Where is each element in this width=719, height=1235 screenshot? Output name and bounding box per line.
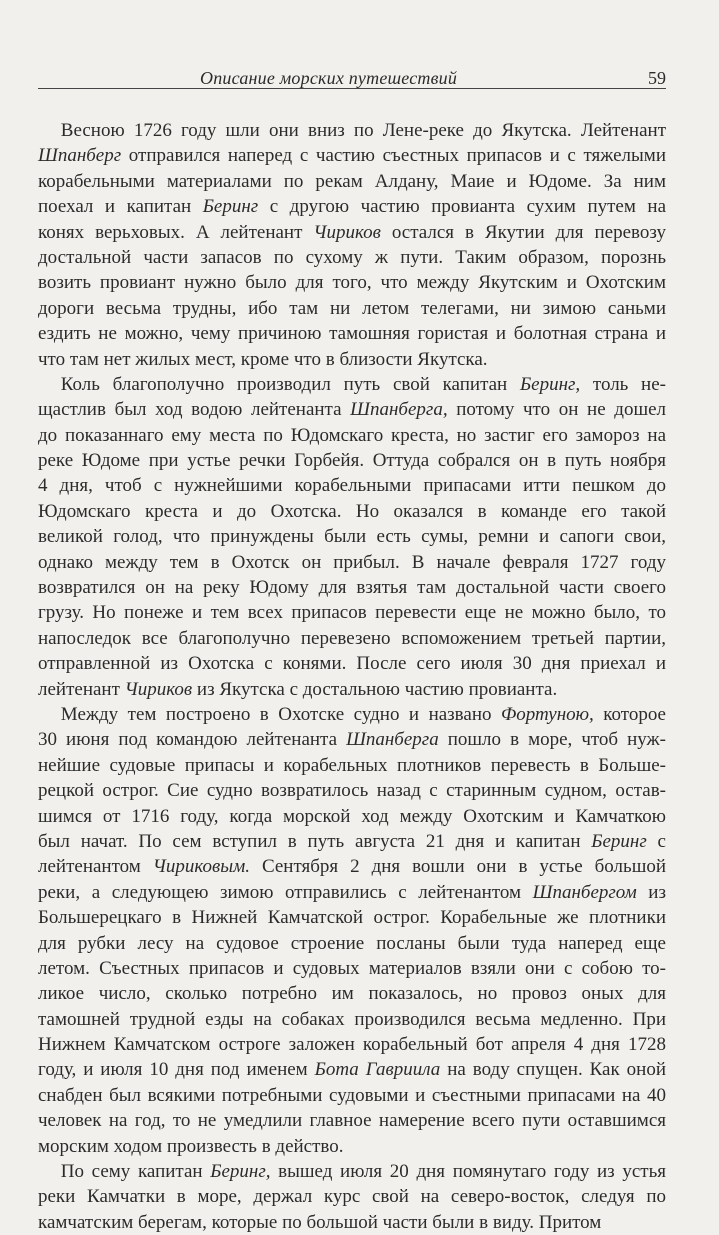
- text-run: году, и июля 10 дня под именем: [38, 1059, 315, 1081]
- text-line: [38, 956, 666, 981]
- text-line: [38, 804, 666, 829]
- italic-name: Бота Гавриила: [314, 1059, 441, 1081]
- text-run: вышед июля 20 дня помянутаго году из устья: [270, 1161, 666, 1183]
- text-line: [38, 270, 666, 295]
- text-run: на воду спущен. Как оной: [440, 1059, 666, 1081]
- text-line: [38, 981, 666, 1006]
- text-run: ликое число, сколько потребно им показалось, но провоз оных для: [38, 983, 666, 1005]
- text-line: [38, 245, 666, 270]
- text-line: [38, 321, 666, 346]
- italic-name: Чириков: [124, 678, 193, 700]
- text-run: с: [646, 830, 666, 852]
- text-line: [38, 1134, 666, 1159]
- text-run: реки, а следующею зимою отправились с лейтенантом: [38, 881, 533, 903]
- text-run: пошло в море, чтоб нуж-: [438, 729, 667, 751]
- text-run: что там нет жилых мест, кроме что в близости Якутска.: [38, 348, 488, 370]
- text-line: [38, 448, 666, 473]
- running-header: [38, 60, 666, 89]
- text-line: [38, 372, 666, 397]
- text-run: однако между тем в Охотск он прибыл. В начале февраля 1727 году: [38, 551, 666, 573]
- text-run: тамошней трудной езды на собаках производился весьма медленно. При: [38, 1008, 666, 1030]
- text-run: из: [636, 881, 666, 903]
- text-run: достальной части запасов по сухому ж пути. Таким образом, порознь: [38, 246, 666, 268]
- text-line: [38, 1108, 666, 1133]
- text-run: напоследок все благополучно перевезено вспоможением третьей партии,: [38, 627, 666, 649]
- page-number: 59: [648, 68, 666, 88]
- text-run: остался в Якутии для перевозу: [380, 221, 666, 243]
- italic-name: Шпанберга,: [350, 399, 448, 421]
- text-run: конях верьховых. А лейтенант: [38, 221, 314, 243]
- text-line: [38, 296, 666, 321]
- text-run: поехал и капитан: [38, 196, 203, 218]
- italic-name: Беринг: [591, 830, 647, 852]
- text-run: отправился наперед с частию съестных припасов и с тяжелыми: [121, 145, 666, 167]
- text-run: для рубки лесу на судовое строение посланы были туда наперед еще: [38, 932, 666, 954]
- text-line: [38, 143, 666, 168]
- italic-name: Беринг: [202, 196, 259, 218]
- text-line: [38, 727, 666, 752]
- text-run: Коль благополучно производил путь свой капитан: [60, 373, 520, 395]
- text-run: лейтенант: [38, 678, 125, 700]
- text-run: возить провиант нужно было для того, что между Якутским и Охотским: [38, 272, 666, 294]
- italic-name: Шпанберг: [38, 145, 122, 167]
- text-line: [38, 778, 666, 803]
- text-line: [38, 854, 666, 879]
- text-line: [38, 1210, 666, 1235]
- text-line: [38, 1159, 666, 1184]
- text-run: щастлив был ход водою лейтенанта: [38, 399, 351, 421]
- text-run: до показаннаго ему места по Юдомскаго креста, но застиг его замороз на: [38, 424, 666, 446]
- text-line: [38, 220, 666, 245]
- text-line: [38, 473, 666, 498]
- text-line: [38, 347, 666, 372]
- text-line: [38, 1032, 666, 1057]
- text-line: [38, 194, 666, 219]
- italic-name: Чириков: [313, 221, 381, 243]
- text-run: камчатским берегам, которые по большой части были в виду. Притом: [38, 1211, 602, 1233]
- text-line: [38, 1083, 666, 1108]
- text-run: Сентября 2 дня вошли они в устье большой: [250, 856, 667, 878]
- text-line: [38, 550, 666, 575]
- italic-name: Фортуною,: [500, 703, 594, 725]
- text-run: Большерецкаго в Нижней Камчатской острог. Корабельные же плотники: [38, 907, 666, 929]
- text-run: с другою частию провианта сухим путем на: [258, 196, 666, 218]
- paragraph: [38, 1159, 666, 1235]
- text-line: [38, 880, 666, 905]
- text-line: [38, 169, 666, 194]
- text-run: шимся от 1716 году, когда морской ход между Охотским и Камчаткою: [38, 805, 666, 827]
- text-run: Между тем построено в Охотске судно и названо: [60, 703, 501, 725]
- text-run: возвратился он на реку Юдому для взятья там достальной части своего: [38, 577, 666, 599]
- text-line: [38, 1057, 666, 1082]
- text-line: [38, 423, 666, 448]
- italic-name: Шпанберга: [346, 729, 439, 751]
- text-line: [38, 1184, 666, 1209]
- text-line: [38, 677, 666, 702]
- text-run: Нижнем Камчатском остроге заложен корабельный бот апреля 4 дня 1728: [38, 1034, 666, 1056]
- text-run: нейшие судовые припасы и корабельных плотников перевесть в Больше-: [38, 754, 666, 776]
- text-run: которое: [593, 703, 666, 725]
- text-line: [38, 753, 666, 778]
- text-run: потому что он не дошел: [447, 399, 666, 421]
- text-run: реки Камчатки в море, держал курс свой на северо-восток, следуя по: [38, 1186, 666, 1208]
- running-title: Описание морских путешествий: [200, 68, 458, 88]
- text-run: летом. Съестных припасов и судовых материалов взяли они с собою то-: [38, 957, 666, 979]
- text-run: толь не-: [580, 373, 666, 395]
- text-run: человек на год, то не умедлили главное намерение всего пути оставшимся: [38, 1110, 666, 1132]
- text-run: Весною 1726 году шли они вниз по Лене-реке до Якутска. Лейтенант: [60, 120, 666, 141]
- text-line: [38, 397, 666, 422]
- text-line: [38, 600, 666, 625]
- italic-name: Шпанбергом: [532, 881, 637, 903]
- text-line: [38, 905, 666, 930]
- text-line: [38, 626, 666, 651]
- text-run: ездить не можно, чему причиною тамошняя гористая и болотная страна и: [38, 323, 666, 345]
- body-text: [38, 118, 666, 1235]
- text-run: морским ходом произвесть в действо.: [38, 1135, 344, 1157]
- text-run: дороги весьма трудны, ибо там ни летом телегами, ни зимою саньми: [38, 297, 666, 319]
- text-run: лейтенантом: [38, 856, 153, 878]
- text-line: [38, 702, 666, 727]
- text-line: [38, 118, 666, 143]
- text-run: грузу. Но понеже и тем всех припасов перевести еще не можно было, то: [38, 602, 666, 624]
- paragraph: [38, 702, 666, 1159]
- paragraph: [38, 118, 666, 372]
- italic-name: Беринг,: [210, 1161, 271, 1183]
- text-line: [38, 931, 666, 956]
- text-run: был начат. По сем вступил в путь августа 21 дня и капитан: [38, 830, 592, 852]
- text-run: По сему капитан: [60, 1161, 211, 1183]
- text-line: [38, 499, 666, 524]
- text-run: 30 июня под командою лейтенанта: [38, 729, 347, 751]
- text-run: Юдомскаго креста и до Охотска. Но оказался в команде его такой: [38, 500, 666, 522]
- text-line: [38, 651, 666, 676]
- text-run: корабельными материалами по рекам Алдану, Маие и Юдоме. За ним: [38, 170, 666, 192]
- text-run: снабден был всякими потребными судовыми и съестными припасами на 40: [38, 1084, 666, 1106]
- italic-name: Чириковым.: [152, 856, 251, 878]
- italic-name: Беринг,: [519, 373, 581, 395]
- text-run: реке Юдоме при устье речки Горбейя. Оттуда собрался он в путь ноября: [38, 450, 666, 472]
- text-run: рецкой острог. Сие судно возвратилось назад с старинным судном, остав-: [38, 780, 666, 802]
- text-line: [38, 575, 666, 600]
- text-line: [38, 1007, 666, 1032]
- text-run: 4 дня, чтоб с нужнейшими корабельными припасами итти пешком до: [38, 475, 666, 497]
- text-run: великой голод, что принуждены были есть сумы, ремни и сапоги свои,: [38, 526, 666, 548]
- text-line: [38, 829, 666, 854]
- paragraph: [38, 372, 666, 702]
- text-run: отправленной из Охотска с конями. После сего июля 30 дня приехал и: [38, 653, 666, 675]
- text-run: из Якутска с достальною частию провианта.: [192, 678, 558, 700]
- text-line: [38, 524, 666, 549]
